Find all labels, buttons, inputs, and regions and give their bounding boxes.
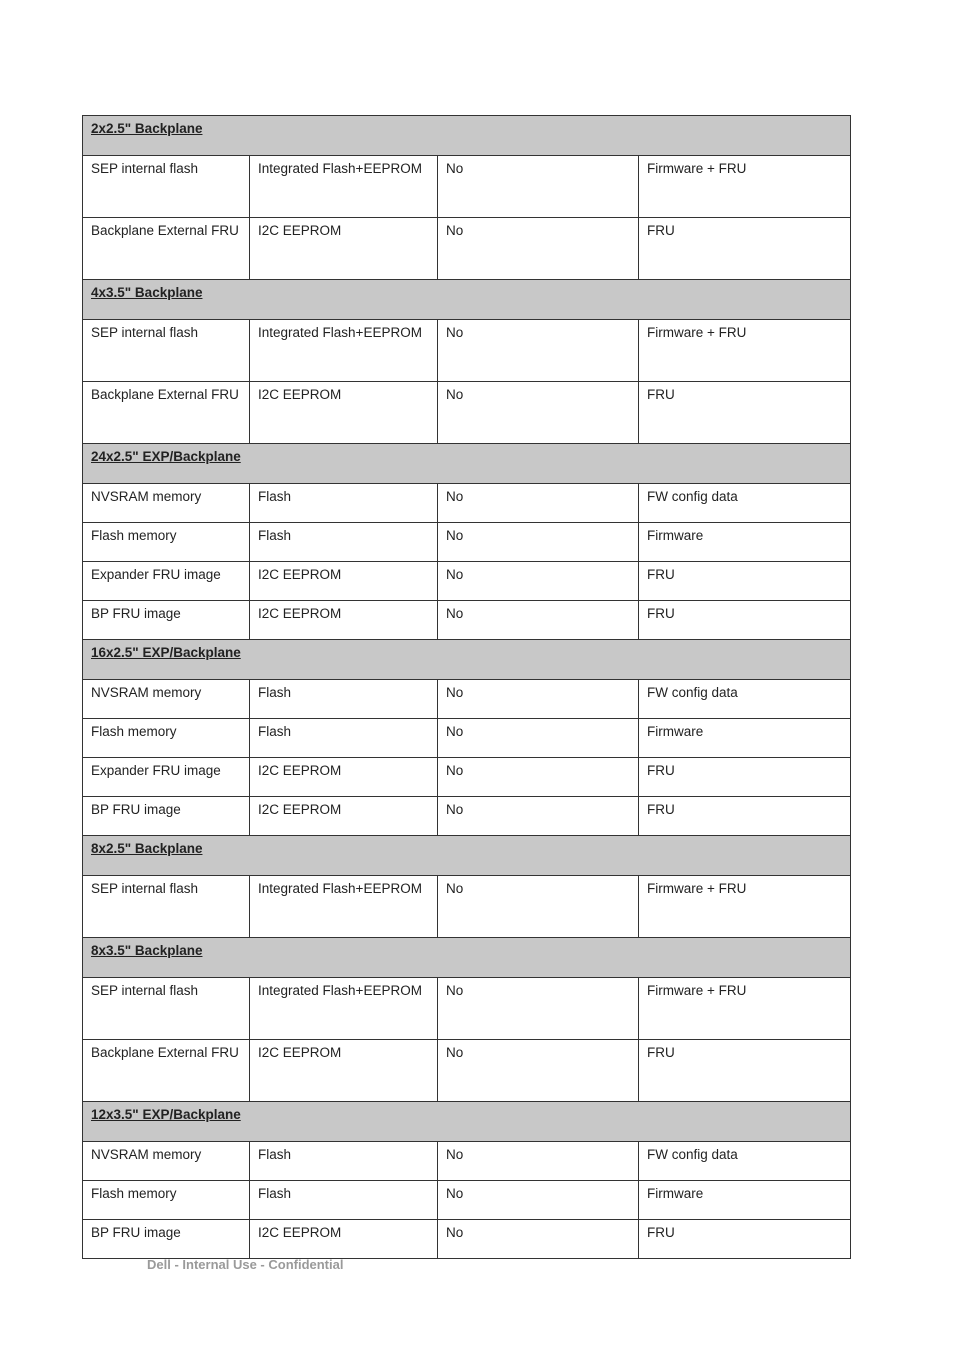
component-cell: Backplane External FRU [83,218,250,280]
component-cell: BP FRU image [83,797,250,836]
storage-type-cell: Integrated Flash+EEPROM [250,320,438,382]
storage-type-cell: Flash [250,680,438,719]
table-row [83,523,851,562]
storage-type-cell: I2C EEPROM [250,601,438,640]
content-cell: FRU [639,562,851,601]
storage-type-cell: Flash [250,484,438,523]
component-cell: NVSRAM memory [83,484,250,523]
user-writable-cell: No [438,758,639,797]
storage-type-cell: Flash [250,1142,438,1181]
table-row [83,758,851,797]
content-cell: FW config data [639,1142,851,1181]
table-row [83,382,851,444]
storage-type-cell: I2C EEPROM [250,1040,438,1102]
user-writable-cell: No [438,1181,639,1220]
content-cell: Firmware + FRU [639,876,851,938]
content-cell: FRU [639,218,851,280]
user-writable-cell: No [438,680,639,719]
table-row [83,680,851,719]
content-cell: FRU [639,1040,851,1102]
storage-type-cell: Flash [250,719,438,758]
component-cell: BP FRU image [83,601,250,640]
component-cell: SEP internal flash [83,156,250,218]
content-cell: FRU [639,1220,851,1259]
content-cell: FRU [639,601,851,640]
table-row [83,484,851,523]
user-writable-cell: No [438,156,639,218]
component-cell: NVSRAM memory [83,1142,250,1181]
table-row [83,156,851,218]
content-cell: FW config data [639,484,851,523]
table-row [83,1220,851,1259]
component-cell: Flash memory [83,523,250,562]
section-title: 12x3.5" EXP/Backplane [83,1102,851,1142]
user-writable-cell: No [438,320,639,382]
user-writable-cell: No [438,797,639,836]
table-row [83,1142,851,1181]
user-writable-cell: No [438,218,639,280]
section-header-row [83,640,851,680]
user-writable-cell: No [438,523,639,562]
content-cell: Firmware + FRU [639,156,851,218]
storage-type-cell: I2C EEPROM [250,797,438,836]
component-cell: SEP internal flash [83,978,250,1040]
component-cell: NVSRAM memory [83,680,250,719]
table-row [83,320,851,382]
table-body [83,116,851,1259]
content-cell: Firmware + FRU [639,320,851,382]
user-writable-cell: No [438,601,639,640]
storage-type-cell: I2C EEPROM [250,758,438,797]
storage-type-cell: I2C EEPROM [250,1220,438,1259]
table-row [83,978,851,1040]
section-title: 4x3.5" Backplane [83,280,851,320]
section-header-row [83,836,851,876]
component-cell: Flash memory [83,1181,250,1220]
section-title: 24x2.5" EXP/Backplane [83,444,851,484]
component-cell: SEP internal flash [83,320,250,382]
component-cell: Backplane External FRU [83,382,250,444]
section-header-row [83,1102,851,1142]
table-row [83,876,851,938]
section-title: 16x2.5" EXP/Backplane [83,640,851,680]
content-cell: Firmware [639,719,851,758]
component-table [82,115,851,1259]
component-cell: Expander FRU image [83,758,250,797]
table-row [83,562,851,601]
user-writable-cell: No [438,1142,639,1181]
component-cell: SEP internal flash [83,876,250,938]
content-cell: Firmware [639,523,851,562]
storage-type-cell: I2C EEPROM [250,562,438,601]
user-writable-cell: No [438,978,639,1040]
user-writable-cell: No [438,562,639,601]
user-writable-cell: No [438,876,639,938]
content-cell: FRU [639,382,851,444]
section-header-row [83,116,851,156]
user-writable-cell: No [438,382,639,444]
content-cell: FW config data [639,680,851,719]
storage-type-cell: Flash [250,1181,438,1220]
storage-type-cell: Integrated Flash+EEPROM [250,876,438,938]
confidentiality-footer: Dell - Internal Use - Confidential [147,1257,344,1272]
content-cell: FRU [639,797,851,836]
storage-type-cell: Flash [250,523,438,562]
section-title: 8x3.5" Backplane [83,938,851,978]
content-cell: Firmware + FRU [639,978,851,1040]
section-header-row [83,938,851,978]
section-title: 8x2.5" Backplane [83,836,851,876]
user-writable-cell: No [438,719,639,758]
table-row [83,719,851,758]
component-cell: Expander FRU image [83,562,250,601]
table-row [83,797,851,836]
component-cell: BP FRU image [83,1220,250,1259]
storage-type-cell: I2C EEPROM [250,382,438,444]
table-row [83,218,851,280]
storage-type-cell: I2C EEPROM [250,218,438,280]
user-writable-cell: No [438,1040,639,1102]
content-cell: FRU [639,758,851,797]
user-writable-cell: No [438,1220,639,1259]
user-writable-cell: No [438,484,639,523]
section-header-row [83,280,851,320]
table-row [83,1181,851,1220]
storage-type-cell: Integrated Flash+EEPROM [250,156,438,218]
table-row [83,1040,851,1102]
storage-type-cell: Integrated Flash+EEPROM [250,978,438,1040]
table-row [83,601,851,640]
component-cell: Flash memory [83,719,250,758]
section-header-row [83,444,851,484]
section-title: 2x2.5" Backplane [83,116,851,156]
content-cell: Firmware [639,1181,851,1220]
component-cell: Backplane External FRU [83,1040,250,1102]
